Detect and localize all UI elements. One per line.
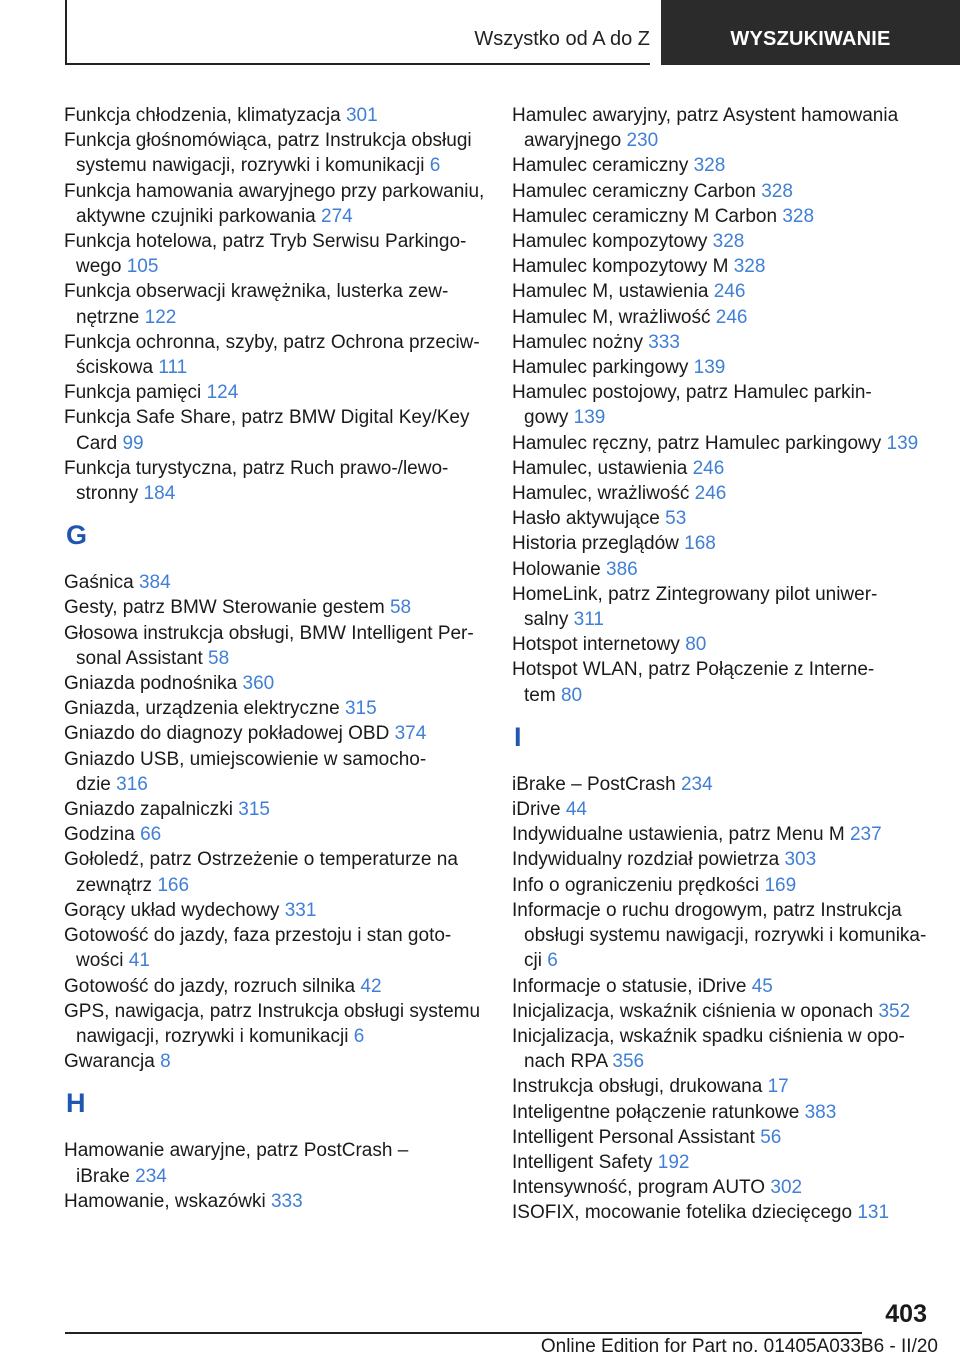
index-entry-text: Hamulec ceramiczny [512,155,689,177]
index-entry-text: Intelligent Personal Assistant [512,1126,755,1148]
index-entry-text: Funkcja pamięci [64,382,202,404]
index-entry-text: wego [76,256,122,278]
index-entry [512,657,932,707]
index-entry [512,1150,932,1175]
index-entry [64,999,484,1049]
page-reference-link[interactable]: 328 [712,231,745,253]
page-reference-link[interactable]: 246 [692,457,725,479]
index-entry [64,380,484,405]
index-entry [512,179,932,204]
index-entry [64,696,484,721]
index-entry-text: Inicjalizacja, wskaźnik spadku ciśnienia w opo- [512,1025,905,1047]
page-reference-link[interactable]: 139 [693,357,726,379]
index-entry [512,229,932,254]
index-entry-text: Funkcja turystyczna, patrz Ruch prawo-/lewo- [64,457,449,479]
page-reference-link[interactable]: 302 [770,1177,803,1199]
index-entry-text: Indywidualne ustawienia, patrz Menu M [512,824,845,846]
index-entry-text: Hotspot internetowy [512,634,680,656]
page-reference-link[interactable]: 184 [143,483,176,505]
index-entry-text: Hamulec kompozytowy M [512,256,729,278]
index-entry [64,898,484,923]
page-reference-link[interactable]: 303 [784,849,817,871]
index-entry-text: Hamulec awaryjny, patrz Asystent hamowania [512,105,899,126]
page-reference-link[interactable]: 45 [751,975,773,997]
index-entry-text: Instrukcja obsługi, drukowana [512,1076,763,1098]
page-reference-link[interactable]: 230 [626,130,659,152]
index-entry [512,380,932,430]
index-entry [512,632,932,657]
page-reference-link[interactable]: 374 [394,723,427,745]
page-reference-link[interactable]: 105 [126,256,159,278]
index-entry [512,582,932,632]
index-entry [512,999,932,1024]
index-entry [512,305,932,330]
page-reference-link[interactable]: 53 [665,508,687,530]
page-reference-link[interactable]: 316 [116,773,148,795]
index-entry-text: Gniazdo zapalniczki [64,799,233,821]
page-reference-link[interactable]: 386 [606,558,638,580]
index-entry-text: Holowanie [512,558,601,580]
index-entry [64,595,484,620]
index-entry [512,1175,932,1200]
page-number: 403 [885,1300,927,1328]
index-entry [64,128,484,178]
page-reference-link[interactable]: 234 [680,773,713,795]
page-reference-link[interactable]: 56 [760,1126,782,1148]
index-entry-text: Informacje o ruchu drogowym, patrz Instrukcja [512,899,902,921]
index-entry-text: wości [76,950,124,972]
page-reference-link[interactable]: 328 [761,180,793,202]
index-entry [64,1189,484,1214]
index-entry-text: Intensywność, program AUTO [512,1177,766,1199]
index-entry-text: Hamulec parkingowy [512,357,689,379]
index-entry-text: Gniazda, urządzenia elektryczne [64,698,340,720]
index-entry-text: Gwarancja [64,1051,155,1073]
index-entry-text: Hamulec M, ustawienia [512,281,709,303]
index-entry [64,822,484,847]
index-entry-text: Gesty, patrz BMW Sterowanie gestem [64,597,385,619]
page-reference-link[interactable]: 246 [713,281,746,303]
page-reference-link[interactable]: 315 [344,698,377,720]
search-tab[interactable]: WYSZUKIWANIE [661,0,960,65]
index-entry [64,621,484,671]
index-column-left [64,103,484,1214]
page-reference-link[interactable]: 169 [764,874,797,896]
index-entry-text: stronny [76,483,139,505]
index-entry-text: gowy [524,407,569,429]
index-letter-heading: G [66,520,88,551]
index-entry-text: Funkcja hamowania awaryjnego przy parkowaniu, [64,180,485,202]
index-entry-text: sonal Assistant [76,647,203,669]
index-entry-text: nach RPA [524,1051,608,1073]
index-entry-text: salny [524,609,569,631]
page-reference-link[interactable]: 315 [238,799,270,821]
index-entry-text: Hamulec M, wrażliwość [512,306,711,328]
index-entry [64,279,484,329]
page-header [0,0,960,66]
index-entry [64,229,484,279]
index-entry [512,531,932,556]
page-reference-link[interactable]: 66 [140,824,162,846]
index-entry [64,797,484,822]
index-entry-text: nętrzne [76,306,140,328]
index-entry [512,1200,932,1225]
index-entry-text: Informacje o statusie, iDrive [512,975,747,997]
index-entry [64,179,484,229]
index-entry-text: Gotowość do jazdy, rozruch silnika [64,975,356,997]
index-entry-text: Hasło aktywujące [512,508,660,530]
page-reference-link[interactable]: 80 [560,684,583,706]
index-entry-text: iBrake – PostCrash [512,773,676,795]
index-entry [64,974,484,999]
index-entry [512,204,932,229]
page-reference-link[interactable]: 333 [648,331,680,353]
index-entry-text: Gołoledź, patrz Ostrzeżenie o temperaturze na [64,849,458,871]
index-entry-text: Hamowanie, wskazówki [64,1190,266,1212]
index-entry [512,847,932,872]
index-entry-text: iBrake [76,1165,130,1187]
page-reference-link[interactable]: 328 [733,256,766,278]
index-entry [512,873,932,898]
index-entry-text: Hamulec ceramiczny Carbon [512,180,756,202]
page-reference-link[interactable]: 122 [144,306,177,328]
index-entry-text: Funkcja ochronna, szyby, patrz Ochrona przeciw- [64,331,480,353]
page-reference-link[interactable]: 328 [782,205,815,227]
index-entry-text: Info o ograniczeniu prędkości [512,874,760,896]
index-entry [512,557,932,582]
page-reference-link[interactable]: 331 [284,899,317,921]
index-entry [512,431,932,456]
index-entry-text: Hamulec, ustawienia [512,457,688,479]
index-entry-text: Głosowa instrukcja obsługi, BMW Intelligent Per- [64,622,474,644]
index-entry-text: systemu nawigacji, rozrywki i komunikacji [76,155,425,177]
index-entry [64,847,484,897]
index-entry-text: aktywne czujniki parkowania [76,205,316,227]
page-reference-link[interactable]: 6 [353,1025,365,1047]
page-reference-link[interactable]: 333 [270,1190,303,1212]
page-reference-link[interactable]: 237 [849,824,882,846]
index-entry [512,254,932,279]
page-reference-link[interactable]: 41 [128,950,150,972]
index-entry [64,330,484,380]
index-entry-text: Card [76,432,118,454]
page-reference-link[interactable]: 58 [208,647,230,669]
page-reference-link[interactable]: 166 [157,874,190,896]
index-entry-text: ISOFIX, mocowanie fotelika dziecięcego [512,1202,853,1224]
page-reference-link[interactable]: 311 [573,609,604,631]
index-entry-text: Gniazdo do diagnozy pokładowej OBD [64,723,390,745]
index-entry [512,822,932,847]
index-entry [512,1024,932,1074]
index-entry-text: Gaśnica [64,572,134,594]
index-entry [512,1100,932,1125]
index-entry [512,797,932,822]
index-entry-text: Hamowanie awaryjne, patrz PostCrash – [64,1140,409,1162]
index-entry-text: Godzina [64,824,135,846]
index-entry [64,671,484,696]
page-reference-link[interactable]: 42 [360,975,382,997]
index-entry [512,279,932,304]
index-entry-text: tem [524,684,556,706]
index-entry [64,570,484,595]
index-letter-heading: H [66,1088,86,1119]
index-entry [512,898,932,974]
index-letter-heading: I [514,721,522,752]
index-entry-text: Gorący układ wydechowy [64,899,280,921]
index-entry [64,721,484,746]
footer-rule [65,1332,862,1334]
page-reference-link[interactable]: 246 [694,483,727,505]
index-entry-text: obsługi systemu nawigacji, rozrywki i komunika- [524,925,927,947]
page-reference-link[interactable]: 246 [715,306,748,328]
index-entry-text: Gniazda podnośnika [64,673,238,695]
section-title: Wszystko od A do Z [474,28,650,50]
page-reference-link[interactable]: 139 [886,432,919,454]
index-entry [64,456,484,506]
page-reference-link[interactable]: 111 [158,357,188,379]
index-entry [512,772,932,797]
page-reference-link[interactable]: 168 [684,533,716,555]
index-entry-text: dzie [76,773,111,795]
index-entry-text: Historia przeglądów [512,533,679,555]
header-bottom-rule [65,63,650,65]
index-entry-text: Funkcja głośnomówiąca, patrz Instrukcja obsługi [64,130,472,152]
index-entry-text: zewnątrz [76,874,153,896]
index-entry [64,747,484,797]
index-entry [512,506,932,531]
page-reference-link[interactable]: 360 [242,673,275,695]
index-entry [512,330,932,355]
index-entry-text: Inteligentne połączenie ratunkowe [512,1101,800,1123]
index-entry [64,405,484,455]
page-reference-link[interactable]: 234 [135,1165,167,1187]
page-reference-link[interactable]: 352 [878,1000,911,1022]
index-entry-text: Hamulec nożny [512,331,643,353]
page-reference-link[interactable]: 8 [160,1051,171,1073]
index-entry-text: Hamulec ceramiczny M Carbon [512,205,778,227]
index-entry-text: awaryjnego [524,130,622,152]
index-entry [512,974,932,999]
index-entry [64,1138,484,1188]
edition-footer: Online Edition for Part no. 01405A033B6 - II/20 [540,1336,938,1357]
page-reference-link[interactable]: 274 [321,205,353,227]
index-entry-text: Hamulec ręczny, patrz Hamulec parkingowy [512,432,882,454]
page-reference-link[interactable]: 383 [804,1101,837,1123]
index-entry [512,1125,932,1150]
index-entry-text: Hotspot WLAN, patrz Połączenie z Interne- [512,659,875,681]
index-entry-text: Funkcja Safe Share, patrz BMW Digital Key/Key [64,407,470,429]
page-reference-link[interactable]: 131 [857,1202,890,1224]
index-entry-text: nawigacji, rozrywki i komunikacji [76,1025,349,1047]
index-entry-text: Funkcja obserwacji krawężnika, lusterka zew- [64,281,449,303]
page-reference-link[interactable]: 384 [138,572,171,594]
header-left-rule [65,0,67,64]
page-reference-link[interactable]: 58 [389,597,412,619]
index-entry-text: GPS, nawigacja, patrz Instrukcja obsługi systemu [64,1000,481,1022]
index-entry-text: Hamulec kompozytowy [512,231,708,253]
index-entry-text: Gniazdo USB, umiejscowienie w samocho- [64,748,427,770]
index-entry [64,1049,484,1074]
page-reference-link[interactable]: 17 [767,1076,789,1098]
index-entry-text: cji [524,950,542,972]
index-entry-text: Indywidualny rozdział powietrza [512,849,780,871]
page-reference-link[interactable]: 6 [429,155,441,177]
index-entry-text: ściskowa [76,357,154,379]
index-entry [512,153,932,178]
index-entry-text: Gotowość do jazdy, faza przestoju i stan goto- [64,925,452,947]
page-reference-link[interactable]: 6 [547,950,558,972]
page-reference-link[interactable]: 356 [612,1051,645,1073]
index-entry [64,103,484,128]
index-entry [512,1074,932,1099]
index-entry-text: Funkcja hotelowa, patrz Tryb Serwisu Parkingo- [64,231,467,253]
index-entry-text: Hamulec postojowy, patrz Hamulec parkin- [512,382,872,404]
page-reference-link[interactable]: 139 [573,407,606,429]
index-entry [512,481,932,506]
index-entry [512,456,932,481]
page-reference-link[interactable]: 80 [685,634,707,656]
page-reference-link[interactable]: 192 [657,1151,690,1173]
index-entry-text: HomeLink, patrz Zintegrowany pilot uniwer- [512,583,878,605]
index-entry [512,103,932,153]
index-entry-text: Funkcja chłodzenia, klimatyzacja [64,105,341,126]
page-reference-link[interactable]: 99 [122,432,144,454]
index-entry-text: Inicjalizacja, wskaźnik ciśnienia w oponach [512,1000,874,1022]
index-entry [64,923,484,973]
index-entry-text: iDrive [512,799,561,821]
index-entry-text: Intelligent Safety [512,1151,653,1173]
index-entry [512,355,932,380]
page-reference-link[interactable]: 124 [206,382,239,404]
index-entry-text: Hamulec, wrażliwość [512,483,690,505]
page-reference-link[interactable]: 44 [565,799,587,821]
page-reference-link[interactable]: 301 [345,105,378,126]
page-reference-link[interactable]: 328 [693,155,726,177]
index-column-right [512,103,932,1226]
